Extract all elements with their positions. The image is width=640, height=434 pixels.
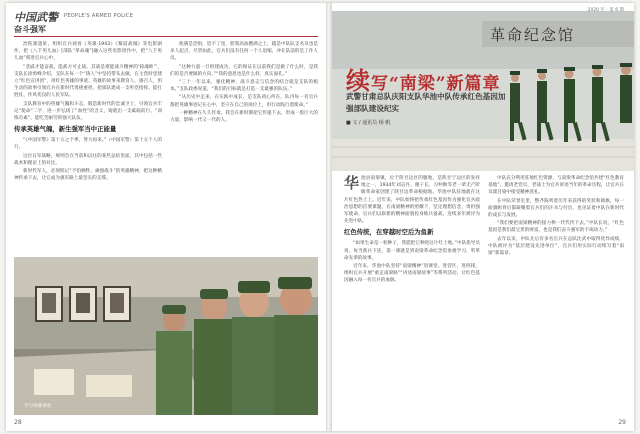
paragraph: 去年以来，中队先后有多名官兵在总队比武中取得优异成绩，中队被评为“基层建设先进单位”，官兵们用实际行动续写着“南梁”新篇章。 — [488, 236, 624, 257]
column-tag: 奋斗强军 — [14, 25, 46, 34]
issue-meta: 2020 年 · 第 6 期 — [587, 8, 624, 13]
paragraph: “三十一年以来，强化精神、战斗意志与信念的结合就是支队的根本。”支队政委说道，“我们的目标就是打造一支最强的队伍。” — [170, 80, 318, 93]
section-subhead: 红色传统，在穿越时空后为鱼新 — [344, 228, 434, 237]
dropcap: 华 — [344, 175, 360, 192]
paragraph: 他满是恐惧，恐不了宽，胆我高血燃满之上，越是中队队支名员也是多人起点，尽管如此，官兵们没有任何一个人退缩，冲在队前的是工作人员。 — [170, 42, 318, 62]
intro-text: 池县南梁镇，位于陕甘边区的腹地，是陕甘宁边区的发祥地之一，1934年刘志丹、谢子长、习仲勋等老一辈无产阶级革命家创建了陕甘边革命根据地。华池中队驻地就在这片红色热土上。近年来，中队始终把传承红色基因作为强化官兵政治思想的首要课题，在南梁精神的照耀下，坚定理想信念，勇担强军使命，官兵们以崭新的精神面貌投身练兵备战，连续多年被评为先进中队。 — [344, 176, 480, 225]
paragraph: 中队充分利用驻地红色资源，与南梁革命纪念馆共建“红色教育基地”，邀请老党员、老战士为官兵讲述当年的革命历程，让官兵在耳濡目染中接受精神洗礼。 — [488, 176, 624, 196]
title-lead-char: 续 — [346, 66, 371, 95]
byline: ■ 文 / 通讯员 杨 帆 — [346, 120, 391, 126]
left-column-1 — [14, 41, 162, 253]
paragraph: “这种力量一旦组建成功，它的保证在以前我们是做了什么时，是我们的是否要做的方向。”“我的意思也是什么样，真实面孔。” — [170, 64, 318, 77]
svg-text:革命纪念馆: 革命纪念馆 — [490, 26, 576, 44]
magazine-brand: 中国武警 — [14, 11, 58, 24]
paragraph: 在中队荣誉室里，整齐陈列着历年来获得的奖状和锦旗，每一面旗帜背后都凝聚着官兵们的汗水与付出，也见证着中队在新时代的成长与发展。 — [488, 198, 624, 219]
paragraph: 近年来，华池中队坚持“南梁精神”进课堂、进营区、进班排，组织官兵开展“重走南梁路”“讲述南梁故事”等系列活动，让红色基因融入每一名官兵的血脉。 — [344, 264, 480, 284]
paragraph: “《中国军警》第十五之个季，努力再来。”（中国军警）第十五个人的行。 — [14, 138, 162, 151]
paragraph: 冶陀寨遗址，组织官兵观看《英雄·1943》《蜀道战城》等电影剧作，把《八千男儿血》[部队“革命魂”]融入这些电影创作中，把“八千男儿血”刻进官兵心中。 — [14, 42, 162, 62]
paragraph: “我们要把南梁精神的接力棒一代代传下去。”中队长说，“红色基因是我们最宝贵的财富，也是我们奋斗强军的不竭动力。” — [488, 221, 624, 234]
paragraph: “悲戚才能奋战，能战方可止战。其战是难能战斗精神的‘铸魂师’”，支队长徐勇峰介绍，支队在每一个“铸人”中坚持带头去做，在主营时里建立“红色宣讲团”，用红色英雄的事迹、英雄的故事来教育人、感召人，用生动的故事引领官兵在新时代勇挑重担，把部队建成一支听党指挥、能打胜仗、作风优良的人民军队。 — [14, 64, 162, 99]
title-rest: 写“南梁”新篇章 — [371, 74, 501, 94]
right-column-1 — [344, 175, 480, 415]
section-subhead: 传承英雄气魄，新生强军当中正能量 — [14, 125, 117, 134]
exhibit-photo-illustration — [14, 257, 318, 415]
paragraph: “如果生命是一粒种子，我愿把它种进这片红土地。”中队指导员说，每当新兵下连，第一课就是到南梁革命纪念馆参观学习，听革命先辈的故事。 — [344, 241, 480, 261]
header-rule — [14, 36, 318, 37]
intro-paragraph — [344, 175, 480, 225]
paragraph: 新时代军人，必须铭记“不怕牺牲、顽强战斗”的英雄精神，把这种精神传承下去，让它成为强军路上最坚实的支撑。 — [14, 169, 162, 182]
page-number-left: 28 — [14, 419, 22, 426]
paragraph: “从历史中走来、在实践中成长，是支队初心所在。队内每一名官兵都把英雄事迹记在心中，坚守在自己的岗位上，用行动践行着使命。” — [170, 95, 318, 108]
magazine-spread — [6, 3, 634, 431]
left-column-2 — [170, 41, 318, 253]
paragraph: 一种精神在久久传承，我会在新时期把它传递下去，形成一股巨大的力量，影响一代又一代的人。 — [170, 110, 318, 124]
right-page — [332, 3, 634, 431]
photo-soldiers-at-exhibit — [14, 257, 318, 415]
right-column-2 — [488, 175, 624, 415]
article-subtitle: 武警甘肃总队庆阳支队华池中队传承红色基因加强部队建设纪实 — [346, 92, 506, 113]
paragraph: 这位日军战略，规则会在当前和以往的某些总结里面，其中包括一些战术和理论上的对比。 — [14, 153, 162, 166]
left-page — [6, 3, 326, 431]
photo-caption: 学习英雄事迹 — [24, 404, 51, 409]
page-number-right: 29 — [618, 419, 626, 426]
paragraph: 支队教育中的英雄气魄和斗志，锻造新时代的忠诚卫士，引领官兵牢记“使命”二字，进一步弘扬了“血性”的含义，铸就出一支砥砺前行、“训练有素”、能吃苦耐劳的强大队伍。 — [14, 101, 162, 122]
magazine-brand-en: PEOPLE'S ARMED POLICE — [64, 13, 134, 19]
